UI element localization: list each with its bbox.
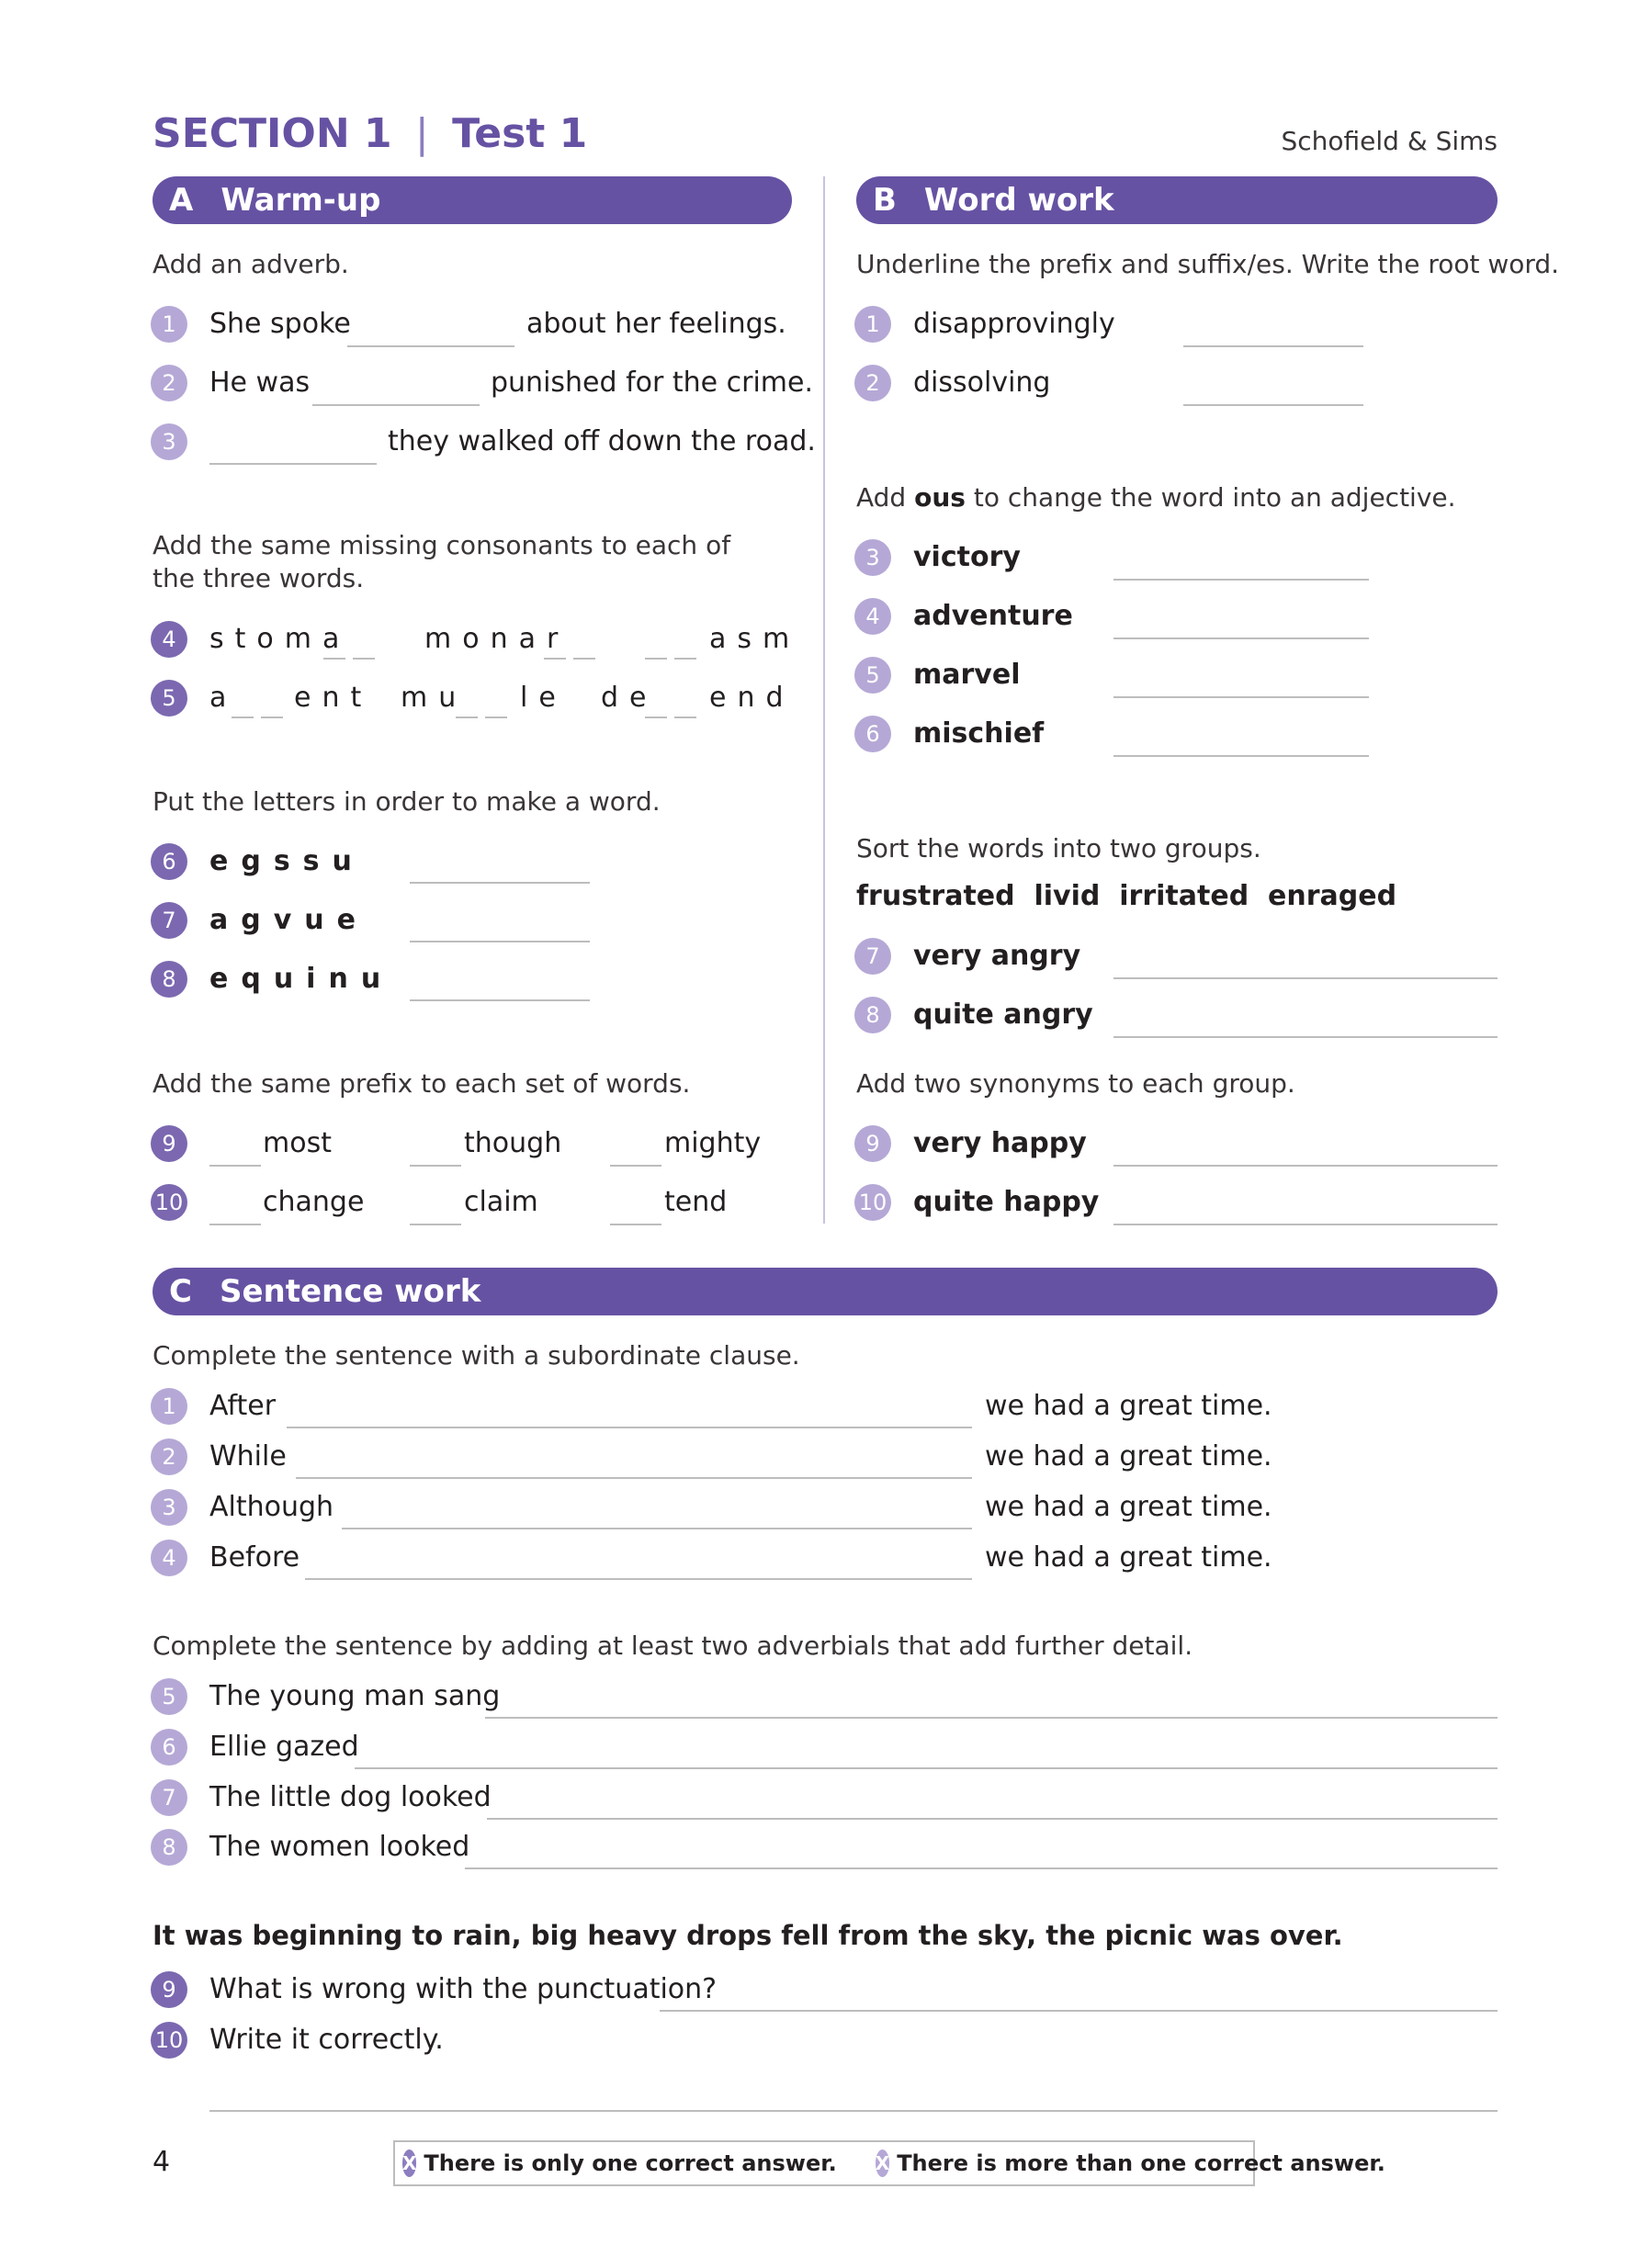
blank[interactable] <box>485 717 507 718</box>
word-monar: monar <box>424 623 570 655</box>
root-word: disapprovingly <box>913 308 1115 340</box>
punct-question: Write it correctly. <box>209 2024 444 2056</box>
a2-text-start: He was <box>209 367 311 399</box>
blank[interactable] <box>353 658 375 660</box>
answer-line[interactable] <box>660 2010 1498 2012</box>
answer-line[interactable] <box>296 1477 972 1479</box>
section-b-bar <box>856 176 1498 224</box>
x-icon: X <box>876 2150 889 2177</box>
prefix-blank[interactable] <box>610 1224 661 1225</box>
q-number: 1 <box>854 306 891 343</box>
anagram-letters: egssu <box>209 845 365 877</box>
answer-line[interactable] <box>1183 404 1363 406</box>
q-number: 6 <box>854 716 891 752</box>
clause-start: Although <box>209 1491 334 1523</box>
blank[interactable] <box>645 658 667 660</box>
ous-word: mischief <box>913 717 1045 750</box>
prefix-word: change <box>263 1186 365 1218</box>
q-number: 8 <box>854 997 891 1033</box>
key-one-answer: There is only one correct answer. <box>424 2150 837 2176</box>
answer-line[interactable] <box>410 882 590 884</box>
prefix-blank[interactable] <box>410 1224 461 1225</box>
word-mu: mu <box>401 682 468 714</box>
adverbial-start: The young man sang <box>209 1680 501 1712</box>
section-b-title: Word work <box>923 182 1114 219</box>
q-number: 4 <box>151 1540 187 1576</box>
q-number: 2 <box>854 365 891 401</box>
q-number: 6 <box>151 843 187 880</box>
q-number: 4 <box>151 621 187 658</box>
punct-question: What is wrong with the punctuation? <box>209 1973 718 2005</box>
section-label: SECTION 1 <box>153 110 392 157</box>
ous-instr-bold: ous <box>914 482 966 513</box>
ous-word: adventure <box>913 600 1073 632</box>
section-a-title: Warm-up <box>220 182 381 219</box>
answer-line[interactable] <box>1113 579 1369 581</box>
a1-text-end: about her feelings. <box>526 308 786 340</box>
root-word: dissolving <box>913 367 1051 399</box>
blank[interactable] <box>323 658 345 660</box>
answer-line[interactable] <box>209 2110 1498 2112</box>
word-stoma: stoma <box>209 623 351 655</box>
section-c-bar <box>153 1268 1498 1315</box>
answer-line[interactable] <box>305 1578 972 1580</box>
q-number: 9 <box>151 1971 187 2008</box>
synonym-group-label: very happy <box>913 1127 1087 1159</box>
word-a: a <box>209 682 238 714</box>
section-b-letter: B <box>873 182 897 219</box>
anagram-letters: agvue <box>209 904 368 936</box>
q-number: 3 <box>151 423 187 460</box>
adverbial-start: The little dog looked <box>209 1781 492 1813</box>
synonym-group-label: quite happy <box>913 1186 1100 1218</box>
answer-key <box>393 2140 1385 2186</box>
word-le: le <box>520 682 567 714</box>
answer-line[interactable] <box>410 999 590 1001</box>
clause-start: While <box>209 1440 287 1473</box>
answer-line[interactable] <box>1113 696 1369 698</box>
column-divider <box>823 176 825 1224</box>
clause-end: we had a great time. <box>985 1491 1272 1523</box>
answer-line[interactable] <box>312 404 480 406</box>
prefix-word: most <box>263 1127 332 1159</box>
answer-line[interactable] <box>465 1867 1498 1869</box>
a1-text-start: She spoke <box>209 308 351 340</box>
answer-line[interactable] <box>410 941 590 942</box>
clause-end: we had a great time. <box>985 1541 1272 1574</box>
answer-line[interactable] <box>1113 1036 1498 1038</box>
word-ent: ent <box>294 682 373 714</box>
key-many-answers: There is more than one correct answer. <box>897 2150 1385 2176</box>
q-number: 1 <box>151 306 187 343</box>
b-ous-instruction <box>856 481 1456 514</box>
q-number: 3 <box>151 1489 187 1526</box>
q-number: 2 <box>151 1439 187 1475</box>
prefix-word: tend <box>664 1186 728 1218</box>
answer-line[interactable] <box>1113 1224 1498 1225</box>
prefix-blank[interactable] <box>410 1165 461 1167</box>
ous-instr-post: to change the word into an adjective. <box>973 482 1456 513</box>
sort-word-list: frustrated livid irritated enraged <box>856 880 1397 912</box>
answer-line[interactable] <box>487 1818 1498 1820</box>
c-adverbial-instruction: Complete the sentence by adding at least two adverbials that add further detail. <box>153 1630 1193 1661</box>
a-adverb-instruction: Add an adverb. <box>153 249 349 279</box>
q-number: 7 <box>151 902 187 939</box>
a-consonants-instruction: Add the same missing consonants to each of the three words. <box>153 530 731 594</box>
q-number: 5 <box>854 657 891 694</box>
adverbial-start: Ellie gazed <box>209 1731 359 1763</box>
q-number: 3 <box>854 539 891 576</box>
adverbial-start: The women looked <box>209 1831 470 1863</box>
section-c-title: Sentence work <box>219 1273 481 1310</box>
q-number: 1 <box>151 1388 187 1425</box>
b-synonym-instruction: Add two synonyms to each group. <box>856 1068 1295 1099</box>
sort-group-label: quite angry <box>913 999 1093 1031</box>
blank[interactable] <box>232 717 254 718</box>
blank[interactable] <box>573 658 595 660</box>
prefix-blank[interactable] <box>610 1165 661 1167</box>
answer-line[interactable] <box>1113 977 1498 979</box>
blank[interactable] <box>261 717 283 718</box>
q-number: 10 <box>854 1184 891 1221</box>
prefix-blank[interactable] <box>209 1224 261 1225</box>
page-title <box>153 110 588 157</box>
c-clause-instruction: Complete the sentence with a subordinate clause. <box>153 1340 800 1371</box>
clause-start: After <box>209 1390 277 1422</box>
answer-line[interactable] <box>1113 1165 1498 1167</box>
q-number: 9 <box>854 1125 891 1162</box>
ous-word: marvel <box>913 659 1021 691</box>
x-icon: X <box>402 2150 416 2177</box>
word-asm: asm <box>709 623 801 655</box>
clause-end: we had a great time. <box>985 1390 1272 1422</box>
answer-line[interactable] <box>287 1427 972 1428</box>
q-number: 4 <box>854 598 891 635</box>
prefix-word: claim <box>464 1186 538 1218</box>
ous-word: victory <box>913 541 1021 573</box>
answer-line[interactable] <box>355 1767 1498 1769</box>
q-number: 6 <box>151 1729 187 1766</box>
word-end: end <box>709 682 795 714</box>
q-number: 7 <box>854 938 891 975</box>
q-number: 8 <box>151 1829 187 1866</box>
word-de: de <box>601 682 658 714</box>
a2-text-end: punished for the crime. <box>491 367 814 399</box>
sort-group-label: very angry <box>913 940 1081 972</box>
a3-text-end: they walked off down the road. <box>388 425 816 457</box>
prefix-word: though <box>464 1127 562 1159</box>
q-number: 5 <box>151 1678 187 1715</box>
prefix-blank[interactable] <box>209 1165 261 1167</box>
q-number: 7 <box>151 1779 187 1816</box>
section-a-bar <box>153 176 792 224</box>
blank[interactable] <box>544 658 566 660</box>
section-c-letter: C <box>169 1273 192 1310</box>
section-a-letter: A <box>169 182 194 219</box>
blank[interactable] <box>674 658 696 660</box>
anagram-letters: equinu <box>209 963 394 995</box>
blank[interactable] <box>456 717 478 718</box>
q-number: 9 <box>151 1125 187 1162</box>
answer-line[interactable] <box>1113 638 1369 639</box>
q-number: 2 <box>151 365 187 401</box>
clause-start: Before <box>209 1541 300 1574</box>
q-number: 10 <box>151 1184 187 1221</box>
q-number: 8 <box>151 961 187 998</box>
a-anagram-instruction: Put the letters in order to make a word. <box>153 786 661 817</box>
b-root-instruction: Underline the prefix and suffix/es. Write the root word. <box>856 249 1560 279</box>
q-number: 5 <box>151 680 187 717</box>
q-number: 10 <box>151 2022 187 2059</box>
clause-end: we had a great time. <box>985 1440 1272 1473</box>
page-number: 4 <box>153 2146 171 2178</box>
punctuation-sentence: It was beginning to rain, big heavy drops fell from the sky, the picnic was over. <box>153 1920 1343 1951</box>
answer-line[interactable] <box>209 463 377 465</box>
test-label: Test 1 <box>452 110 588 157</box>
ous-instr-pre: Add <box>856 482 907 513</box>
answer-line[interactable] <box>347 345 514 347</box>
title-separator: | <box>414 110 429 157</box>
answer-line[interactable] <box>1113 755 1369 757</box>
answer-line[interactable] <box>1183 345 1363 347</box>
answer-line[interactable] <box>485 1717 1498 1719</box>
a-prefix-instruction: Add the same prefix to each set of words. <box>153 1068 691 1099</box>
blank[interactable] <box>674 717 696 718</box>
prefix-word: mighty <box>664 1127 762 1159</box>
answer-line[interactable] <box>342 1528 972 1529</box>
b-sort-instruction: Sort the words into two groups. <box>856 833 1261 863</box>
blank[interactable] <box>645 717 667 718</box>
publisher: Schofield & Sims <box>1281 126 1498 156</box>
